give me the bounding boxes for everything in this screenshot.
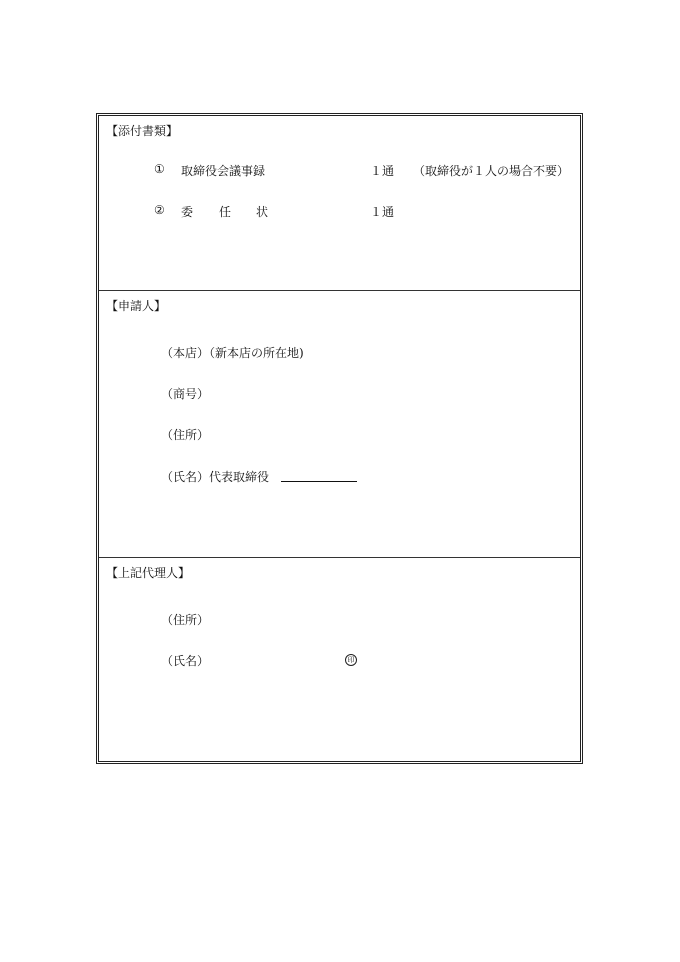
applicant-section: [99, 291, 580, 558]
item-1-note: （取締役が１人の場合不要）: [413, 164, 570, 178]
item-1-number: ①: [154, 162, 165, 176]
item-2-name-char-1: 委: [181, 205, 194, 219]
agent-name: （氏名）: [161, 654, 210, 668]
document-frame: [96, 113, 583, 764]
attachments-heading: 【添付書類】: [106, 124, 179, 138]
applicant-trade-name: （商号）: [161, 387, 210, 401]
item-2-qty: １通: [370, 205, 395, 219]
agent-heading: 【上記代理人】: [106, 566, 191, 580]
item-2-name-char-2: 任: [219, 205, 232, 219]
seal-mark: 印: [345, 654, 357, 666]
item-2-number: ②: [154, 203, 165, 217]
applicant-head-office: （本店）（新本店の所在地): [161, 346, 304, 360]
item-2-name-char-3: 状: [256, 205, 269, 219]
applicant-heading: 【申請人】: [106, 299, 167, 313]
item-1-qty: １通: [370, 164, 395, 178]
item-1-name: 取締役会議事録: [181, 164, 266, 178]
signature-line: [281, 481, 357, 482]
applicant-address: （住所）: [161, 428, 210, 442]
attachments-section: [99, 116, 580, 291]
agent-address: （住所）: [161, 613, 210, 627]
applicant-name: （氏名）代表取締役: [161, 470, 270, 484]
